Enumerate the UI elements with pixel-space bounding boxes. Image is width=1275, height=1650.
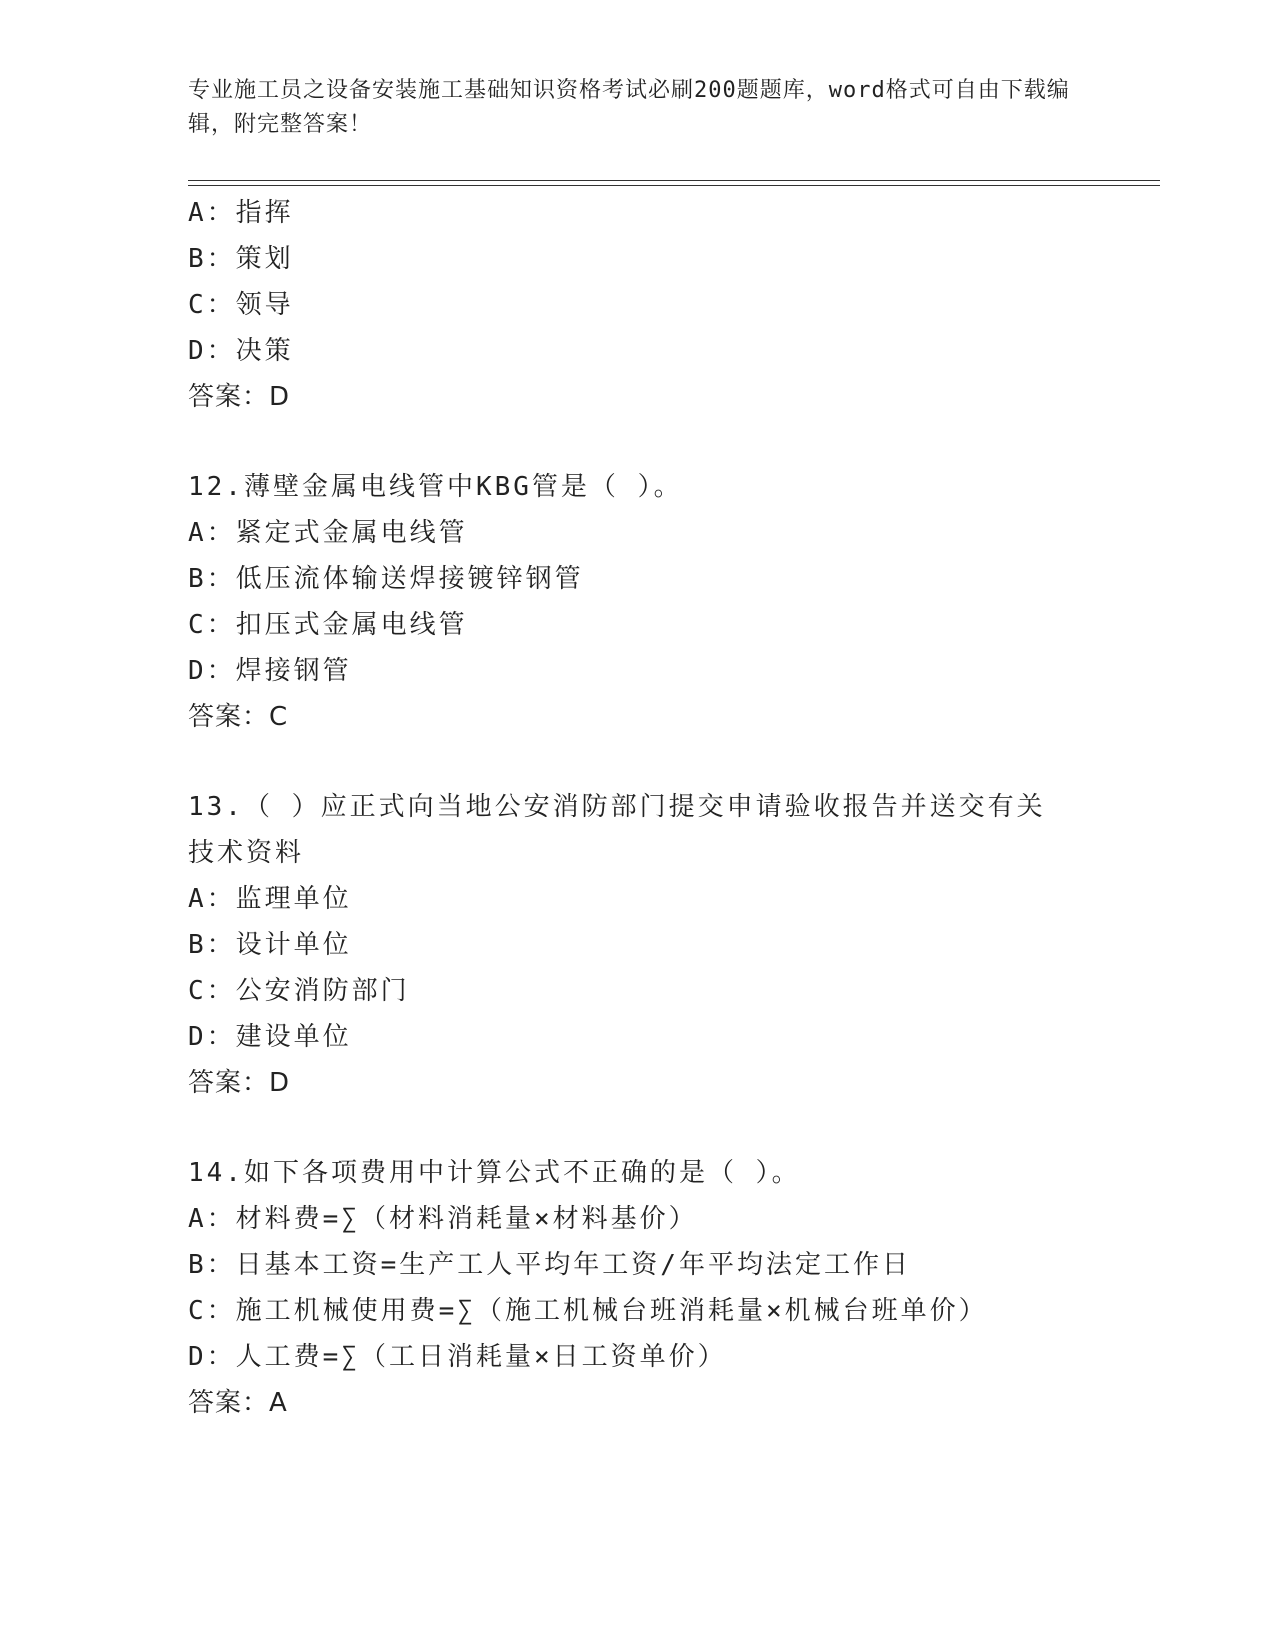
question-14-option-a: A：材料费=∑（材料消耗量×材料基价） xyxy=(188,1204,698,1234)
question-13-option-b: B：设计单位 xyxy=(188,930,352,960)
question-11-answer: 答案：D xyxy=(188,382,291,412)
question-13-answer: 答案：D xyxy=(188,1068,291,1098)
spacer xyxy=(188,740,1088,784)
question-14-option-b: B：日基本工资=生产工人平均年工资/年平均法定工作日 xyxy=(188,1250,911,1280)
question-12-answer: 答案：C xyxy=(188,702,289,732)
question-12-option-c: C：扣压式金属电线管 xyxy=(188,610,468,640)
question-11-option-d: D：决策 xyxy=(188,336,294,366)
question-list xyxy=(188,190,1088,1426)
spacer xyxy=(188,420,1088,464)
spacer xyxy=(188,1106,1088,1150)
document-header: 专业施工员之设备安装施工基础知识资格考试必刷200题题库，word格式可自由下载编辑，附完整答案！ xyxy=(188,78,1070,137)
question-12-text: 12.薄壁金属电线管中KBG管是（ ）。 xyxy=(188,472,683,502)
question-14-option-d: D：人工费=∑（工日消耗量×日工资单价） xyxy=(188,1342,727,1372)
question-14-block xyxy=(188,1150,1088,1426)
question-12-option-d: D：焊接钢管 xyxy=(188,656,352,686)
question-11-block xyxy=(188,190,1088,420)
question-14-option-c: C：施工机械使用费=∑（施工机械台班消耗量×机械台班单价） xyxy=(188,1296,988,1326)
header-divider-bottom xyxy=(188,185,1160,186)
question-13-text: 13.（ ）应正式向当地公安消防部门提交申请验收报告并送交有关技术资料 xyxy=(188,792,1046,868)
question-13-option-d: D：建设单位 xyxy=(188,1022,352,1052)
question-14-answer: 答案：A xyxy=(188,1388,288,1418)
question-12-option-b: B：低压流体输送焊接镀锌钢管 xyxy=(188,564,584,594)
question-13-option-c: C：公安消防部门 xyxy=(188,976,410,1006)
question-13-option-a: A：监理单位 xyxy=(188,884,352,914)
question-12-option-a: A：紧定式金属电线管 xyxy=(188,518,468,548)
question-12-block xyxy=(188,464,1088,740)
question-13-block xyxy=(188,784,1088,1106)
question-14-text: 14.如下各项费用中计算公式不正确的是（ ）。 xyxy=(188,1158,801,1188)
question-11-option-c: C：领导 xyxy=(188,290,294,320)
question-11-option-b: B：策划 xyxy=(188,244,294,274)
question-11-option-a: A：指挥 xyxy=(188,198,294,228)
header-divider-top xyxy=(188,180,1160,181)
